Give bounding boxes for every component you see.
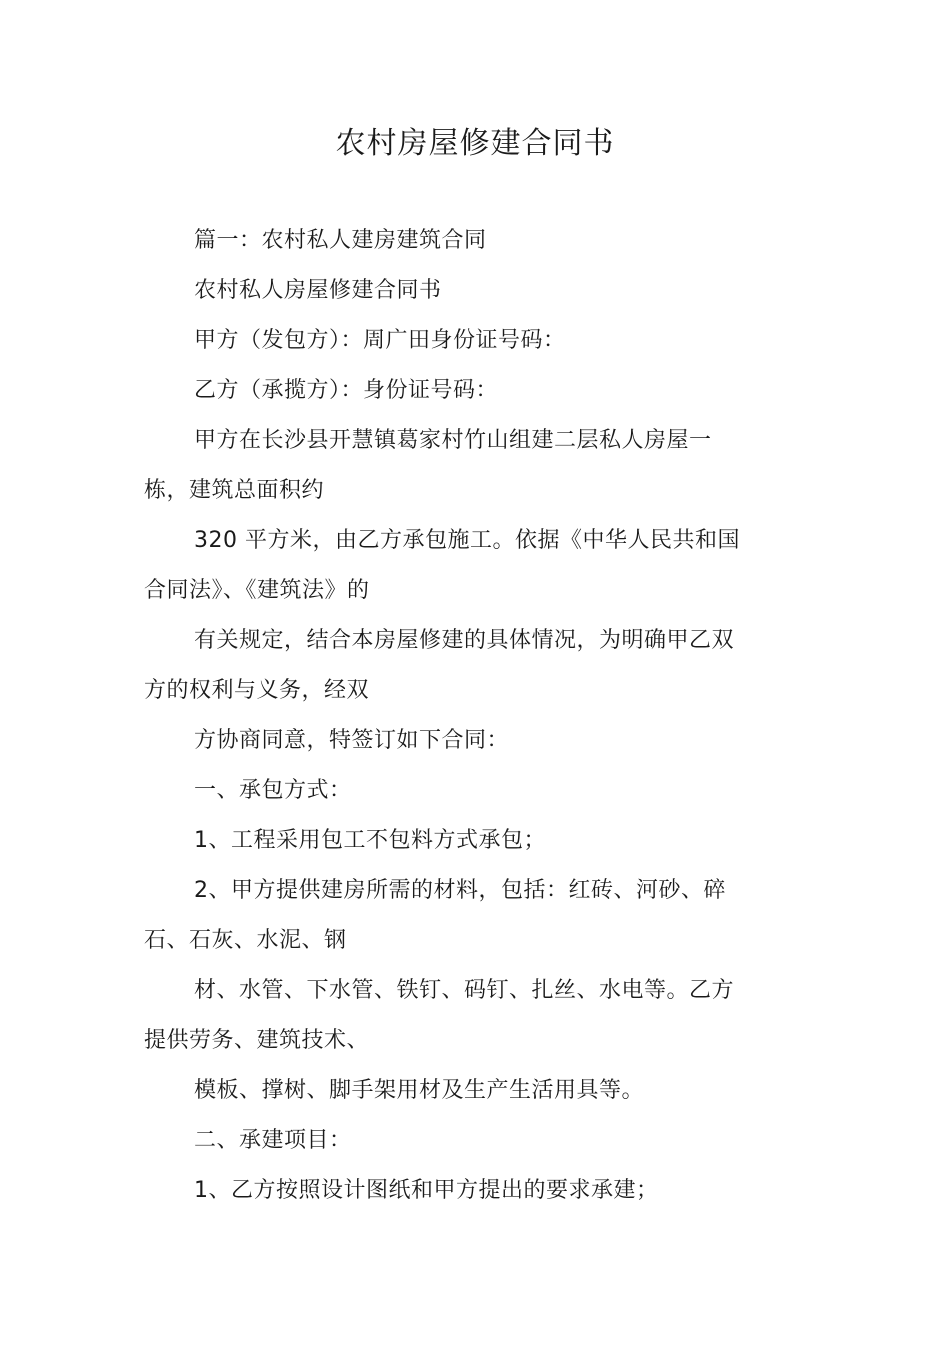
text-line: 1、乙方按照设计图纸和甲方提出的要求承建； bbox=[194, 1178, 659, 1203]
text-line: 合同法》、《建筑法》的 bbox=[144, 578, 370, 603]
document-title: 农村房屋修建合同书 bbox=[335, 126, 615, 161]
text-line: 栋，建筑总面积约 bbox=[144, 478, 325, 503]
text-line: 材、水管、下水管、铁钉、码钉、扎丝、水电等。乙方 bbox=[194, 978, 735, 1003]
text-line: 甲方（发包方）：周广田身份证号码： bbox=[194, 328, 566, 353]
text-line: 2、甲方提供建房所需的材料，包括：红砖、河砂、碎 bbox=[194, 878, 726, 903]
text-line: 1、工程采用包工不包料方式承包； bbox=[194, 828, 546, 853]
text-line: 320 平方米，由乙方承包施工。依据《中华人民共和国 bbox=[194, 528, 740, 553]
text-line: 一、承包方式： bbox=[194, 778, 352, 803]
text-line: 二、承建项目： bbox=[194, 1128, 352, 1153]
text-line: 石、石灰、水泥、钢 bbox=[144, 928, 347, 953]
text-line: 方协商同意，特签订如下合同： bbox=[194, 728, 510, 753]
text-line: 提供劳务、建筑技术、 bbox=[144, 1028, 370, 1053]
text-line: 乙方（承揽方）：身份证号码： bbox=[194, 378, 499, 403]
text-line: 模板、撑树、脚手架用材及生产生活用具等。 bbox=[194, 1078, 645, 1103]
text-line: 篇一：农村私人建房建筑合同 bbox=[194, 228, 487, 253]
text-line: 方的权利与义务，经双 bbox=[144, 678, 370, 703]
text-line: 有关规定，结合本房屋修建的具体情况，为明确甲乙双 bbox=[194, 628, 735, 653]
text-line: 甲方在长沙县开慧镇葛家村竹山组建二层私人房屋一 bbox=[194, 428, 712, 453]
text-line: 农村私人房屋修建合同书 bbox=[194, 278, 442, 303]
